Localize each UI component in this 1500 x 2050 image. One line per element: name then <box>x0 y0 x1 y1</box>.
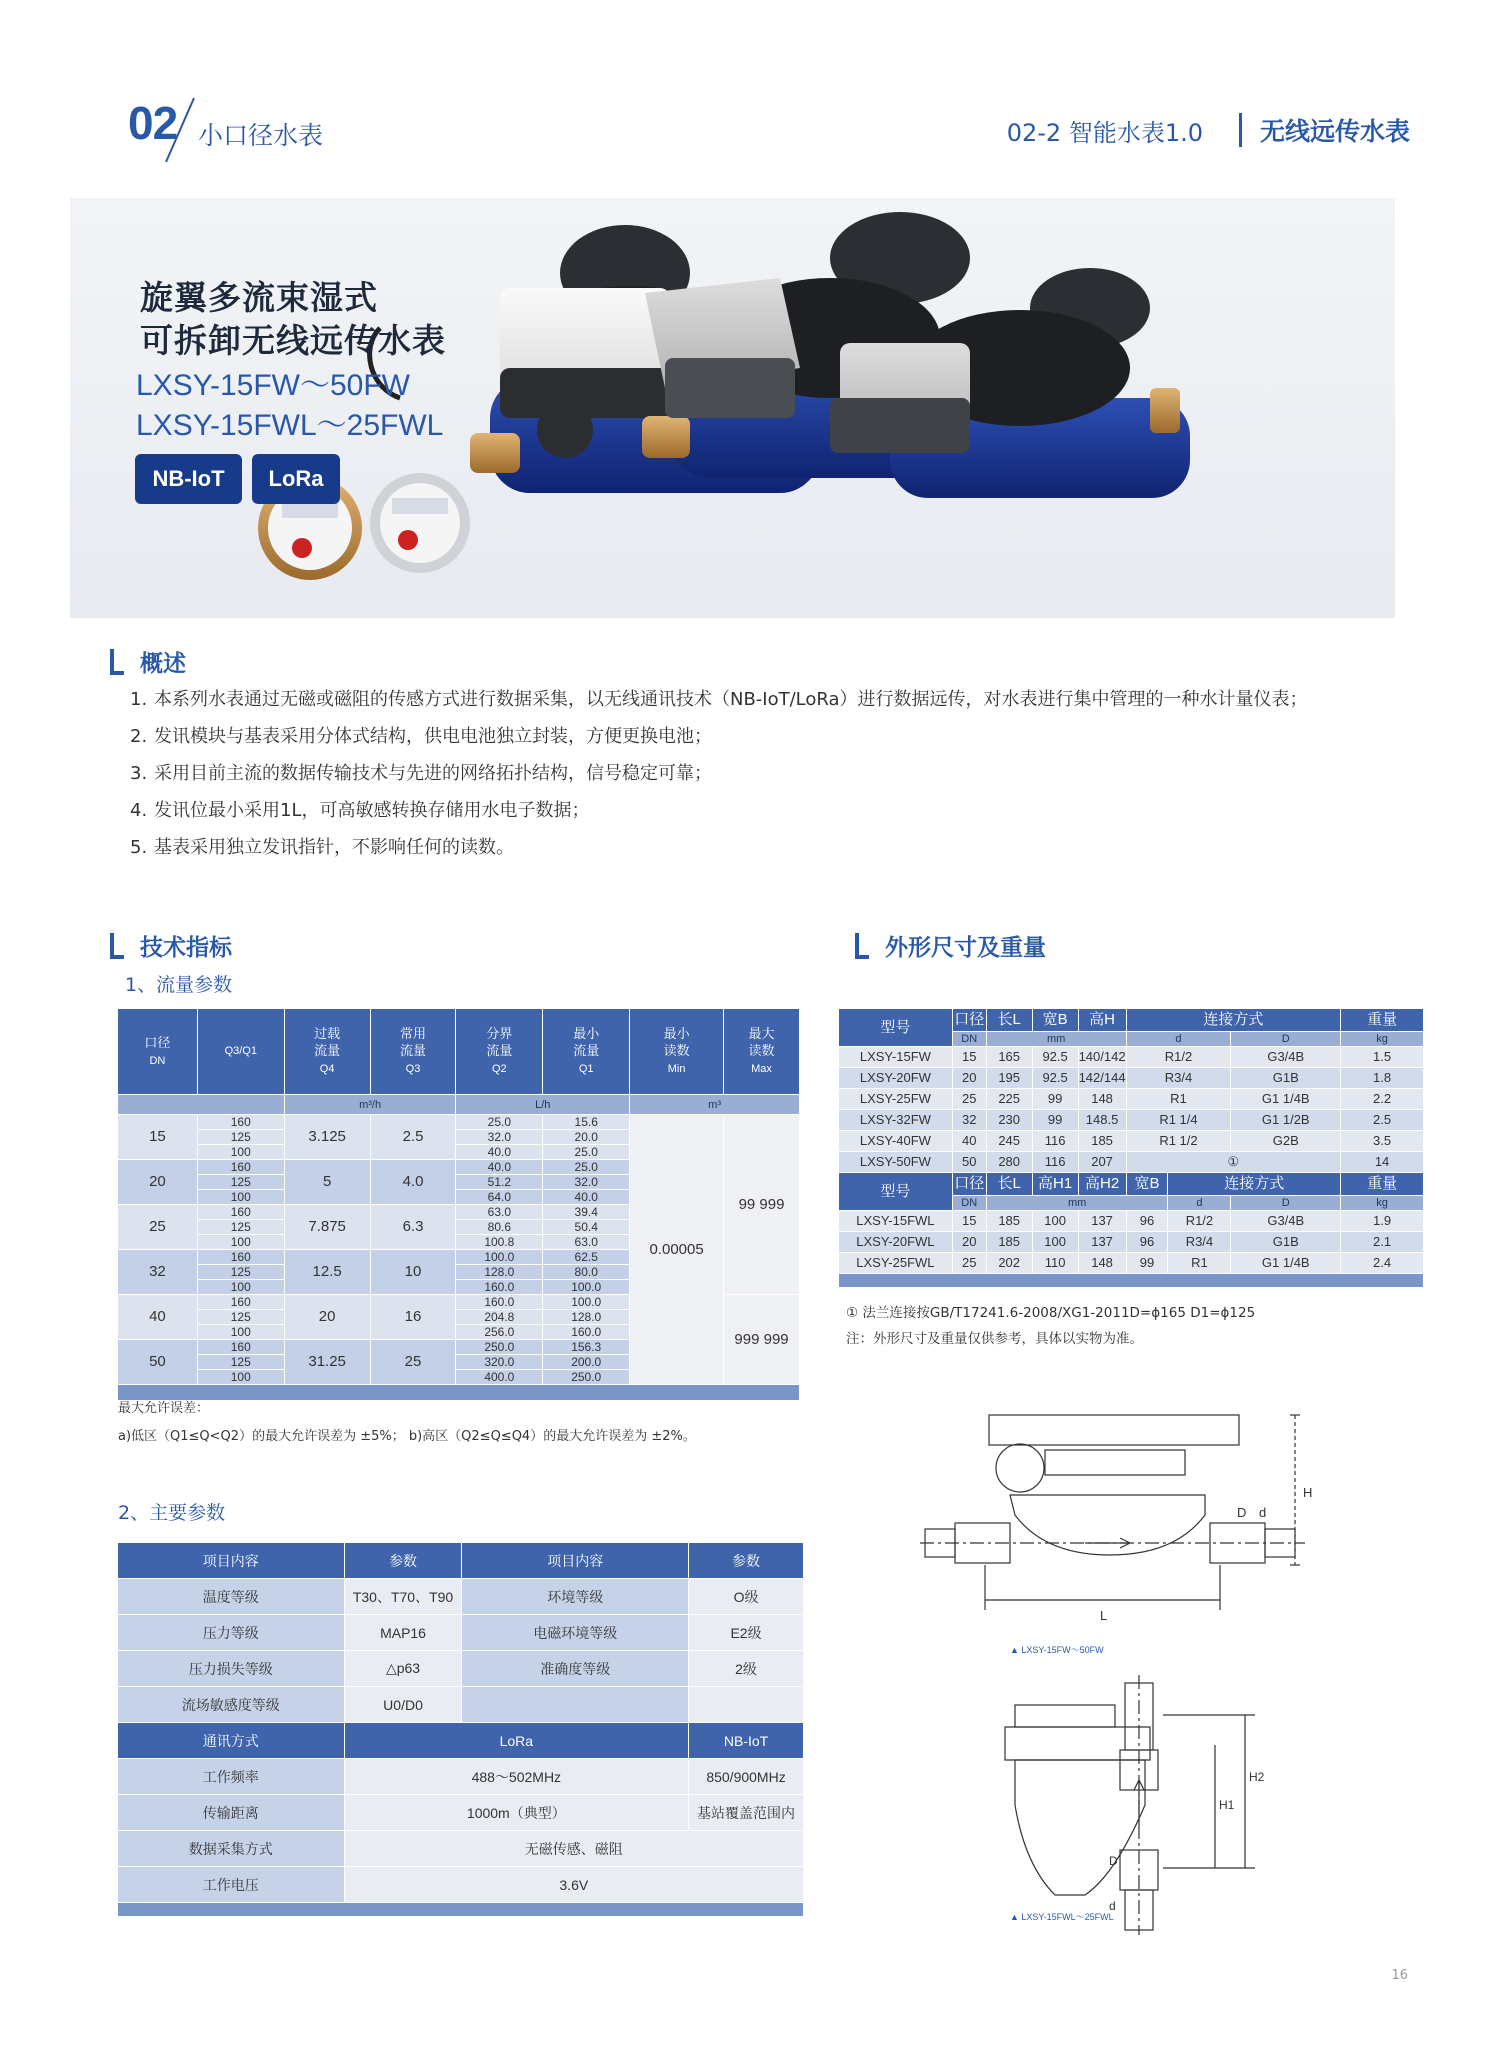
tech-heading <box>110 929 232 962</box>
table-row: 125 51.2 32.0 <box>118 1175 800 1190</box>
col-q4: 过载 流量 Q4 <box>284 1009 370 1095</box>
col-q3: 常用 流量 Q3 <box>370 1009 456 1095</box>
list-item: 4. 发讯位最小采用1L，可高敏感转换存储用水电子数据； <box>130 800 590 821</box>
table-row: 数据采集方式 无磁传感、磁阻 <box>118 1831 804 1867</box>
max-reading-2: 999 999 <box>724 1295 800 1385</box>
max-reading-1: 99 999 <box>724 1115 800 1295</box>
table-row: LXSY-25FW 25 225 99 148 R1 G1 1/4B 2.2 <box>839 1089 1424 1110</box>
subsection-label: 02-2 智能水表1.0 <box>1006 118 1203 147</box>
heading-marker <box>110 649 124 675</box>
table-row: 流场敏感度等级 U0/D0 <box>118 1687 804 1723</box>
table-row: 40 160 20 16 160.0 100.0 999 999 <box>118 1295 800 1310</box>
table-row: 32 160 12.5 10 100.0 62.5 <box>118 1250 800 1265</box>
svg-text:L: L <box>1100 1608 1108 1623</box>
table-row: 100 100.8 63.0 <box>118 1235 800 1250</box>
list-item: 2. 发讯模块与基表采用分体式结构，供电电池独立封装，方便更换电池； <box>130 726 712 747</box>
table-row: 100 40.0 25.0 <box>118 1145 800 1160</box>
table-row: 100 160.0 100.0 <box>118 1280 800 1295</box>
table-row: 25 160 7.875 6.3 63.0 39.4 <box>118 1205 800 1220</box>
table-row: 125 204.8 128.0 <box>118 1310 800 1325</box>
table-row: LXSY-15FW 15 165 92.5 140/142 R1/2 G3/4B 1.5 <box>839 1047 1424 1068</box>
table-row: LXSY-20FWL 20 185 100 137 96 R3/4 G1B 2.1 <box>839 1232 1424 1253</box>
list-item: 5. 基表采用独立发讯指针，不影响任何的读数。 <box>130 837 514 858</box>
overview-list <box>130 686 1370 871</box>
dimension-drawings <box>915 1405 1335 1935</box>
main-params-subheading: 2、主要参数 <box>118 1502 226 1524</box>
page-number: 16 <box>1391 1968 1408 1983</box>
col-ratio: Q3/Q1 <box>197 1009 284 1095</box>
table-row: 15 160 3.125 2.5 25.0 15.6 0.00005 99 999 <box>118 1115 800 1130</box>
header-breadcrumb <box>1007 112 1410 148</box>
table-row: LXSY-50FW 50 280 116 207 ① 14 <box>839 1152 1424 1173</box>
svg-text:D: D <box>1109 1854 1118 1868</box>
table-row: LXSY-32FW 32 230 99 148.5 R1 1/4 G1 1/2B 2.5 <box>839 1110 1424 1131</box>
table-row: 125 80.6 50.4 <box>118 1220 800 1235</box>
dims-table: 型号 口径 长L 宽B 高H 连接方式 重量 DN mm d D kg LXSY-15FW 15 165 92.5 140/142 R1/2 G3/4B 1.5 LXSY-20FW 20 195 92.5 142/144 R3/4 G1B 1.8 LXSY-25FW 25 225 99 148 R1 G1 1/4B 2.2 LXSY-32FW 32 230 99 148.5 R1 1/4 G1 1/2B 2.5 LXSY-40FW 40 245 116 185 R1 1/2 G2B 3.5 LXSY-50FW 50 280 116 207 ① 14 型号 口径 长L 高H1 高H2 宽B 连接方式 重量 DN mm d D kg LXSY-15FWL 15 185 100 137 96 R1/2 G3/4B 1.9 LXSY-20FWL 20 185 100 137 96 R3/4 G1B 2.1 LXSY-25FWL 25 202 110 148 99 R1 G1 1/4B 2.4 <box>838 1008 1424 1288</box>
col-q2: 分界 流量 Q2 <box>456 1009 543 1095</box>
col-max: 最大 读数 Max <box>724 1009 800 1095</box>
col-min: 最小 读数 Min <box>630 1009 724 1095</box>
disclaimer-note: 注：外形尺寸及重量仅供参考，具体以实物为准。 <box>846 1331 1143 1347</box>
dims-heading <box>855 929 1046 962</box>
svg-text:d: d <box>1109 1899 1116 1913</box>
min-reading: 0.00005 <box>630 1115 724 1385</box>
heading-marker <box>855 933 869 959</box>
table-row: 传输距离 1000m（典型） 基站覆盖范围内 <box>118 1795 804 1831</box>
table-row: 50 160 31.25 25 250.0 156.3 <box>118 1340 800 1355</box>
banner-title <box>140 276 446 362</box>
table-row: 压力等级 MAP16 电磁环境等级 E2级 <box>118 1615 804 1651</box>
model-range-fwl: LXSY-15FWL～25FWL <box>136 409 444 442</box>
overview-heading-text: 概述 <box>140 651 186 677</box>
table-row: 20 160 5 4.0 40.0 25.0 <box>118 1160 800 1175</box>
error-note-title: 最大允许误差： <box>118 1401 210 1416</box>
unit-lh: L/h <box>456 1095 630 1115</box>
lora-badge: LoRa <box>252 454 340 504</box>
section-number: 02 <box>128 97 178 149</box>
table-row: 125 320.0 200.0 <box>118 1355 800 1370</box>
table-row: 125 128.0 80.0 <box>118 1265 800 1280</box>
slash-decoration <box>160 94 200 166</box>
flow-table <box>117 1008 800 1401</box>
svg-text:H1: H1 <box>1219 1798 1235 1812</box>
tech-heading-text: 技术指标 <box>140 935 232 961</box>
flow-subheading: 1、流量参数 <box>125 974 233 996</box>
col-q1: 最小 流量 Q1 <box>543 1009 630 1095</box>
svg-text:H: H <box>1303 1485 1313 1500</box>
unit-m3: m³ <box>630 1095 800 1115</box>
heading-marker <box>110 933 124 959</box>
header-divider <box>1239 113 1242 147</box>
banner-title-line2: 可拆卸无线远传水表 <box>140 321 446 360</box>
nb-iot-badge: NB-IoT <box>135 454 242 504</box>
svg-text:d: d <box>1259 1505 1267 1520</box>
unit-m3h: m³/h <box>284 1095 456 1115</box>
table-row: 通讯方式 LoRa NB-IoT <box>118 1723 804 1759</box>
col-dn: 口径 DN <box>118 1009 198 1095</box>
banner-models <box>136 366 443 446</box>
table-row: 工作频率 488～502MHz 850/900MHz <box>118 1759 804 1795</box>
table-row: 100 64.0 40.0 <box>118 1190 800 1205</box>
model-range-fw: LXSY-15FW～50FW <box>136 369 410 402</box>
error-note-text: a)低区（Q1≤Q<Q2）的最大允许误差为 ±5%； b)高区（Q2≤Q≤Q4）的最大允许误差为 ±2%。 <box>118 1429 696 1444</box>
table-row: 125 32.0 20.0 <box>118 1130 800 1145</box>
table-row: 100 256.0 160.0 <box>118 1325 800 1340</box>
banner-title-line1: 旋翼多流束湿式 <box>140 278 378 317</box>
svg-text:D: D <box>1237 1505 1247 1520</box>
drawing-caption-1: ▲ LXSY-15FW～50FW <box>1010 1645 1104 1655</box>
table-row: LXSY-25FWL 25 202 110 148 99 R1 G1 1/4B 2.4 <box>839 1253 1424 1274</box>
table-row: 100 400.0 250.0 <box>118 1370 800 1385</box>
table-row: 工作电压 3.6V <box>118 1867 804 1903</box>
table-row: LXSY-40FW 40 245 116 185 R1 1/2 G2B 3.5 <box>839 1131 1424 1152</box>
list-item: 3. 采用目前主流的数据传输技术与先进的网络拓扑结构，信号稳定可靠； <box>130 763 712 784</box>
flange-note: ① 法兰连接按GB/T17241.6-2008/XG1-2011D=ϕ165 D1=ϕ125 <box>846 1305 1256 1321</box>
dims-heading-text: 外形尺寸及重量 <box>885 935 1046 961</box>
svg-text:H2: H2 <box>1249 1770 1265 1784</box>
section-title: 小口径水表 <box>198 121 324 150</box>
overview-heading <box>110 645 186 678</box>
table-row: LXSY-20FW 20 195 92.5 142/144 R3/4 G1B 1.8 <box>839 1068 1424 1089</box>
drawing-caption-2: ▲ LXSY-15FWL～25FWL <box>1010 1912 1114 1922</box>
table-row: 温度等级 T30、T70、T90 环境等级 O级 <box>118 1579 804 1615</box>
list-item: 1. 本系列水表通过无磁或磁阻的传感方式进行数据采集，以无线通讯技术（NB-IoT/LoRa）进行数据远传，对水表进行集中管理的一种水计量仪表； <box>130 689 1308 710</box>
main-params-table: 项目内容 参数 项目内容 参数 温度等级 T30、T70、T90 环境等级 O级 压力等级 MAP16 电磁环境等级 E2级 压力损失等级 △p63 准确度等级 2级 流场敏感度等级 U0/D0 通讯方式 LoRa NB-IoT 工作频率 488～502MHz 850/900MHz 传输距离 1000m（典型） 基站覆盖范围内 数据采集方式 无磁传感、磁阻 工作电压 3.6V <box>117 1542 804 1917</box>
table-row: 压力损失等级 △p63 准确度等级 2级 <box>118 1651 804 1687</box>
table-row: LXSY-15FWL 15 185 100 137 96 R1/2 G3/4B 1.9 <box>839 1211 1424 1232</box>
product-category: 无线远传水表 <box>1259 117 1410 146</box>
